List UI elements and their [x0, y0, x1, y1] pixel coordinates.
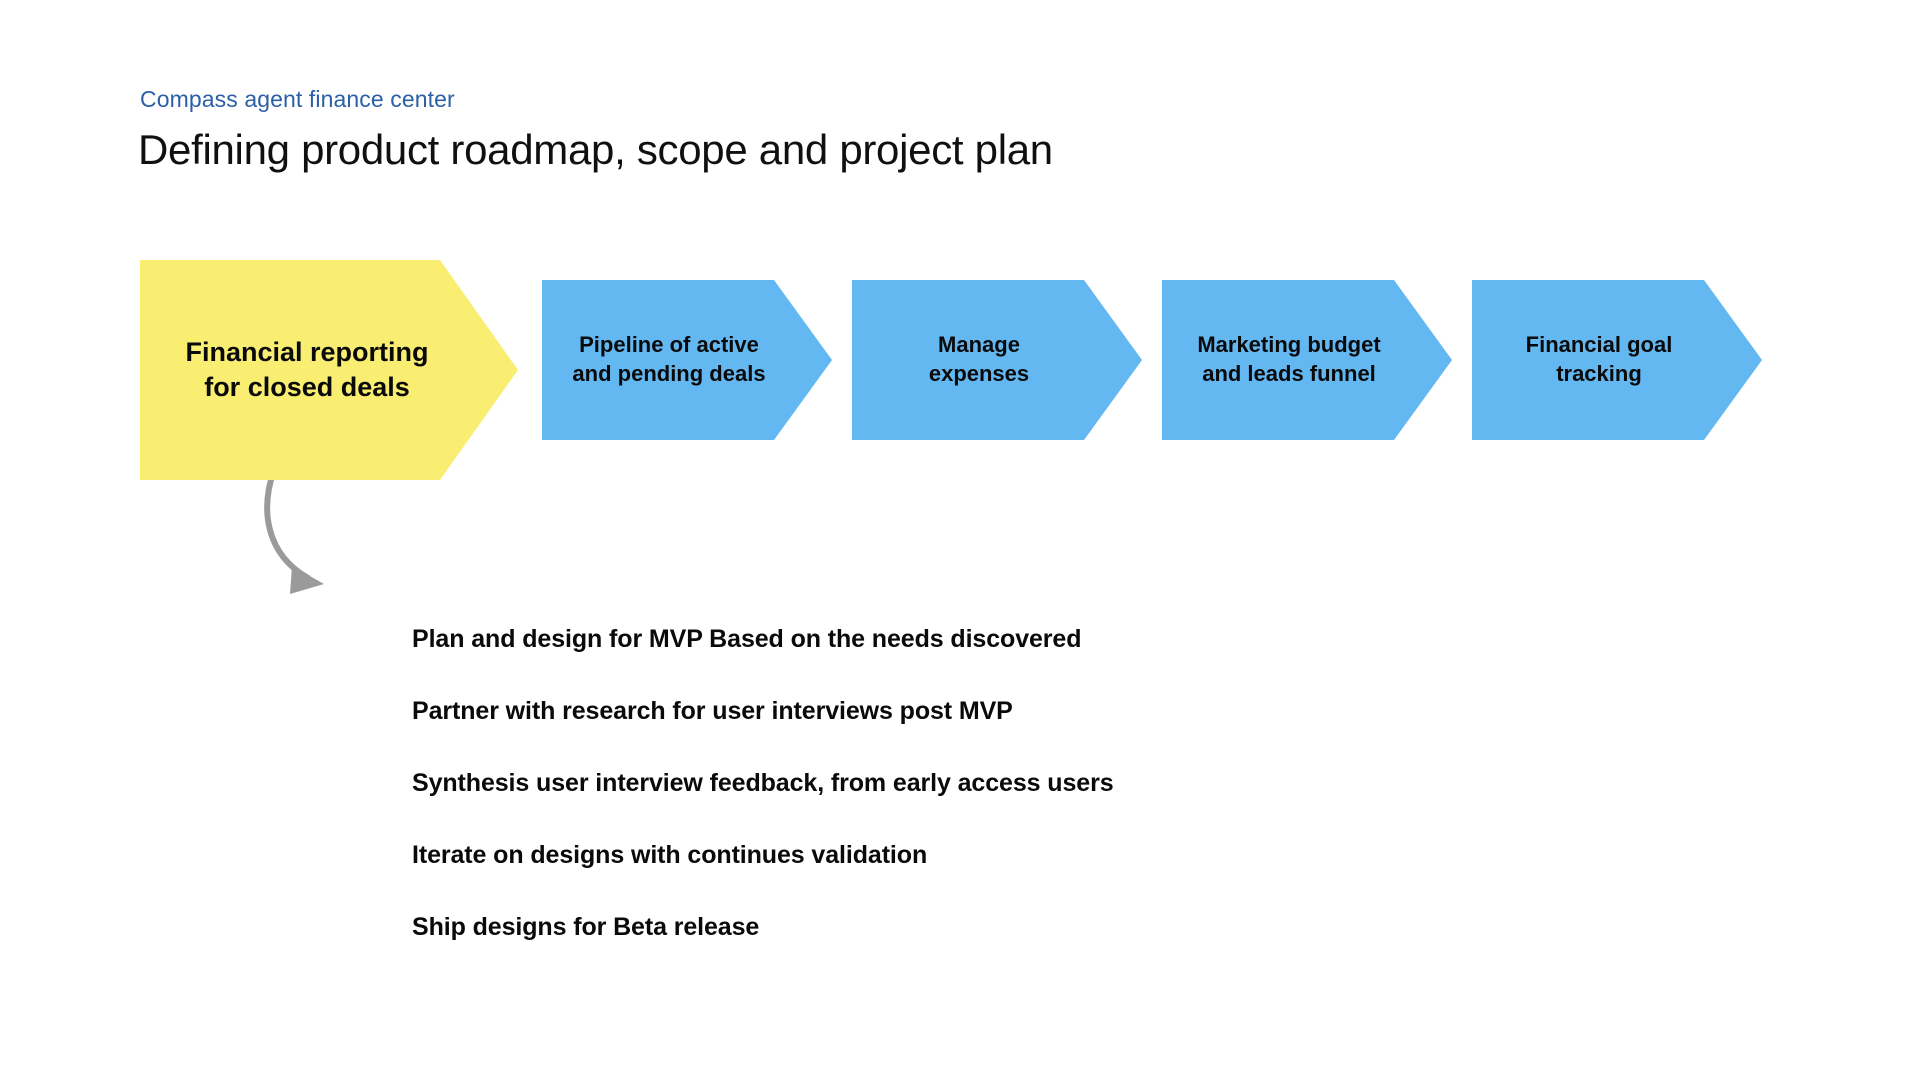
process-step-label — [562, 331, 775, 388]
process-step-financial-reporting[interactable] — [140, 260, 518, 480]
page-title: Defining product roadmap, scope and project plan — [138, 126, 1053, 173]
process-step-label — [175, 335, 438, 405]
list-item: Ship designs for Beta release — [412, 913, 760, 941]
list-item: Iterate on designs with continues validation — [412, 841, 928, 869]
list-item: Partner with research for user interviews post MVP — [412, 697, 1013, 725]
process-step-label — [919, 331, 1039, 388]
process-step-label-line2: and leads funnel — [1202, 361, 1376, 386]
process-step-label-line1: Manage — [938, 332, 1020, 358]
process-step-label-line1: Financial reporting — [185, 336, 429, 367]
process-step-financial-goal[interactable] — [1472, 280, 1762, 440]
process-step-label — [1516, 331, 1683, 388]
process-step-label-line2: for closed deals — [204, 372, 410, 402]
process-step-label-line2: expenses — [928, 361, 1030, 386]
process-step-label-line1: Marketing budget — [1197, 332, 1381, 358]
connector-arrow — [240, 462, 380, 612]
process-step-manage-expenses[interactable] — [852, 280, 1142, 440]
list-item: Synthesis user interview feedback, from early access users — [412, 769, 1114, 797]
curved-arrow-icon — [240, 462, 380, 612]
process-step-label-line1: Pipeline of active — [579, 332, 759, 358]
process-step-marketing-budget[interactable] — [1162, 280, 1452, 440]
process-step-label-line2: and pending deals — [572, 361, 766, 386]
process-step-label-line1: Financial goal — [1525, 332, 1673, 358]
process-step-pipeline[interactable] — [542, 280, 832, 440]
list-item: Plan and design for MVP Based on the needs discovered — [412, 625, 1082, 653]
process-step-label — [1187, 331, 1390, 388]
slide-eyebrow: Compass agent finance center — [140, 86, 455, 112]
detail-list — [412, 625, 1612, 985]
process-step-label-line2: tracking — [1556, 361, 1642, 386]
